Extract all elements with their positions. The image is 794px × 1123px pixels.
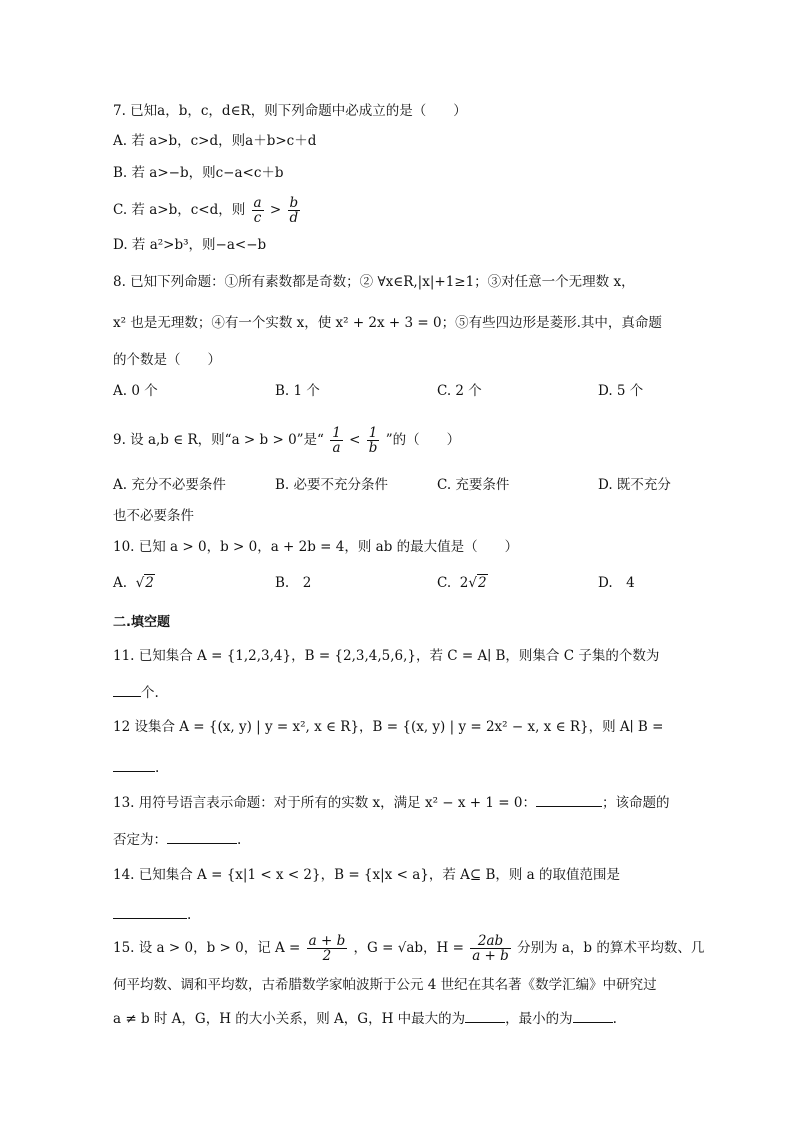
q9-option-a: A. 充分不必要条件 (113, 477, 226, 493)
q13-line1 (113, 792, 669, 813)
section-title-fill-in: 二.填空题 (113, 615, 170, 630)
q9-option-c: C. 充要条件 (437, 477, 510, 493)
frac-num: 2ab (470, 934, 511, 949)
q7-option-c-prefix: C. 若 a>b，c<d，则 (113, 202, 246, 218)
answer-blank[interactable] (465, 1008, 505, 1023)
q10-option-a (113, 573, 155, 593)
q8-line2: x² 也是无理数；④有一个实数 x，使 x² + 2x + 3 = 0；⑤有些四边形是菱形.其中，真命题 (113, 315, 662, 331)
frac-den: d (289, 210, 299, 226)
answer-blank[interactable] (113, 757, 155, 772)
frac-num: 1 (332, 425, 341, 441)
q11-answer-line (113, 682, 159, 703)
q15-frac-H (470, 934, 511, 963)
gt-sign: > (269, 202, 282, 218)
q11-tail: 个. (141, 685, 159, 701)
frac-num: a (253, 195, 262, 211)
q7-option-a: A. 若 a>b，c>d，则a＋b>c＋d (113, 133, 317, 149)
q15-p1: 15. 设 a > 0，b > 0，记 A = (113, 940, 301, 956)
frac-den: 2 (322, 948, 332, 964)
q15-line2: 何平均数、调和平均数，古希腊数学家帕波斯于公元 4 世纪在其名著《数学汇编》中研究过 (113, 977, 657, 993)
option-label: C. (437, 575, 452, 591)
q9-stem (113, 420, 460, 460)
q8-line1: 8. 已知下列命题：①所有素数都是奇数；② ∀x∈R,|x|+1≥1；③对任意一个无理数 x， (113, 274, 635, 290)
q9-prefix: 9. 设 a,b ∈ R，则“a > b > 0”是“ (113, 432, 324, 448)
q10-option-d: D. 4 (598, 575, 635, 591)
q9-option-d-continued: 也不必要条件 (113, 508, 194, 524)
q9-frac-1-b (367, 426, 380, 455)
q13-negation-label: 否定为： (113, 832, 167, 848)
q10-option-b: B. 2 (275, 575, 312, 591)
sqrt-expression: √2 (135, 575, 154, 591)
radicand: 2 (145, 575, 154, 591)
q9-option-d: D. 既不充分 (598, 477, 671, 493)
answer-blank[interactable] (113, 904, 187, 919)
lt-sign: < (349, 432, 361, 448)
q13-stem: 13. 用符号语言表示命题：对于所有的实数 x，满足 x² − x + 1 = 0： (113, 795, 536, 811)
frac-den: b (368, 440, 378, 456)
q7-frac-b-d (288, 196, 301, 225)
q14-answer-line (113, 904, 191, 925)
q15-frac-A (307, 934, 348, 963)
q15-p2: ，G = √ab，H = (353, 940, 464, 956)
option-label: A. (113, 575, 128, 591)
answer-blank[interactable] (113, 682, 141, 697)
q7-stem: 7. 已知a，b，c，d∈R，则下列命题中必成立的是（ ） (113, 103, 467, 119)
q11-stem: 11. 已知集合 A = {1,2,3,4}，B = {2,3,4,5,6,}，若 C = A∣ B，则集合 C 子集的个数为 (113, 648, 660, 664)
frac-den: c (253, 210, 262, 226)
q15-line3c: . (612, 1011, 617, 1027)
q14-stem: 14. 已知集合 A = {x|1 < x < 2}，B = {x|x < a}，若 A⊆ B，则 a 的取值范围是 (113, 867, 621, 883)
q8-line3: 的个数是（ ） (113, 352, 221, 368)
q10-option-c (437, 573, 488, 593)
q8-option-a: A. 0 个 (113, 383, 158, 399)
q8-option-c: C. 2 个 (437, 383, 482, 399)
q15-line3a: a ≠ b 时 A，G，H 的大小关系，则 A，G，H 中最大的为 (113, 1011, 466, 1027)
q15-line3 (113, 1008, 617, 1029)
q9-frac-1-a (330, 426, 343, 455)
q10-stem: 10. 已知 a > 0，b > 0，a + 2b = 4，则 ab 的最大值是（ ） (113, 539, 519, 555)
answer-blank[interactable] (573, 1008, 613, 1023)
q15-p3: 分别为 a，b 的算术平均数、几 (517, 940, 705, 956)
frac-num: b (289, 195, 299, 211)
q13-line2 (113, 829, 241, 850)
q14-tail: . (187, 907, 192, 923)
q8-option-b: B. 1 个 (275, 383, 320, 399)
q12-stem: 12 设集合 A = {(x, y) | y = x², x ∈ R}，B = {(x, y) | y = 2x² − x, x ∈ R}，则 A∣ B = (113, 719, 664, 735)
sqrt-expression: √2 (468, 575, 487, 591)
q13-tail: . (237, 832, 242, 848)
q15-line1 (113, 928, 704, 968)
q9-suffix: ”的（ ） (385, 432, 461, 448)
answer-blank[interactable] (167, 829, 237, 844)
q7-option-d: D. 若 a²>b³，则−a<−b (113, 237, 267, 253)
q12-tail: . (155, 760, 160, 776)
q7-option-b: B. 若 a>−b，则c−a<c＋b (113, 165, 284, 181)
frac-den: a + b (472, 948, 509, 964)
q15-line3b: ，最小的为 (505, 1011, 573, 1027)
frac-num: 1 (367, 426, 380, 441)
q12-answer-line (113, 757, 159, 778)
q13-mid: ；该命题的 (601, 795, 670, 811)
radicand: 2 (477, 575, 487, 591)
coefficient: 2 (459, 575, 469, 591)
answer-blank[interactable] (536, 792, 602, 807)
q7-frac-a-c (252, 196, 264, 225)
q7-option-c (113, 191, 302, 229)
frac-num: a + b (308, 933, 346, 949)
frac-den: a (332, 440, 341, 456)
q9-option-b: B. 必要不充分条件 (275, 477, 389, 493)
q8-option-d: D. 5 个 (598, 383, 644, 399)
